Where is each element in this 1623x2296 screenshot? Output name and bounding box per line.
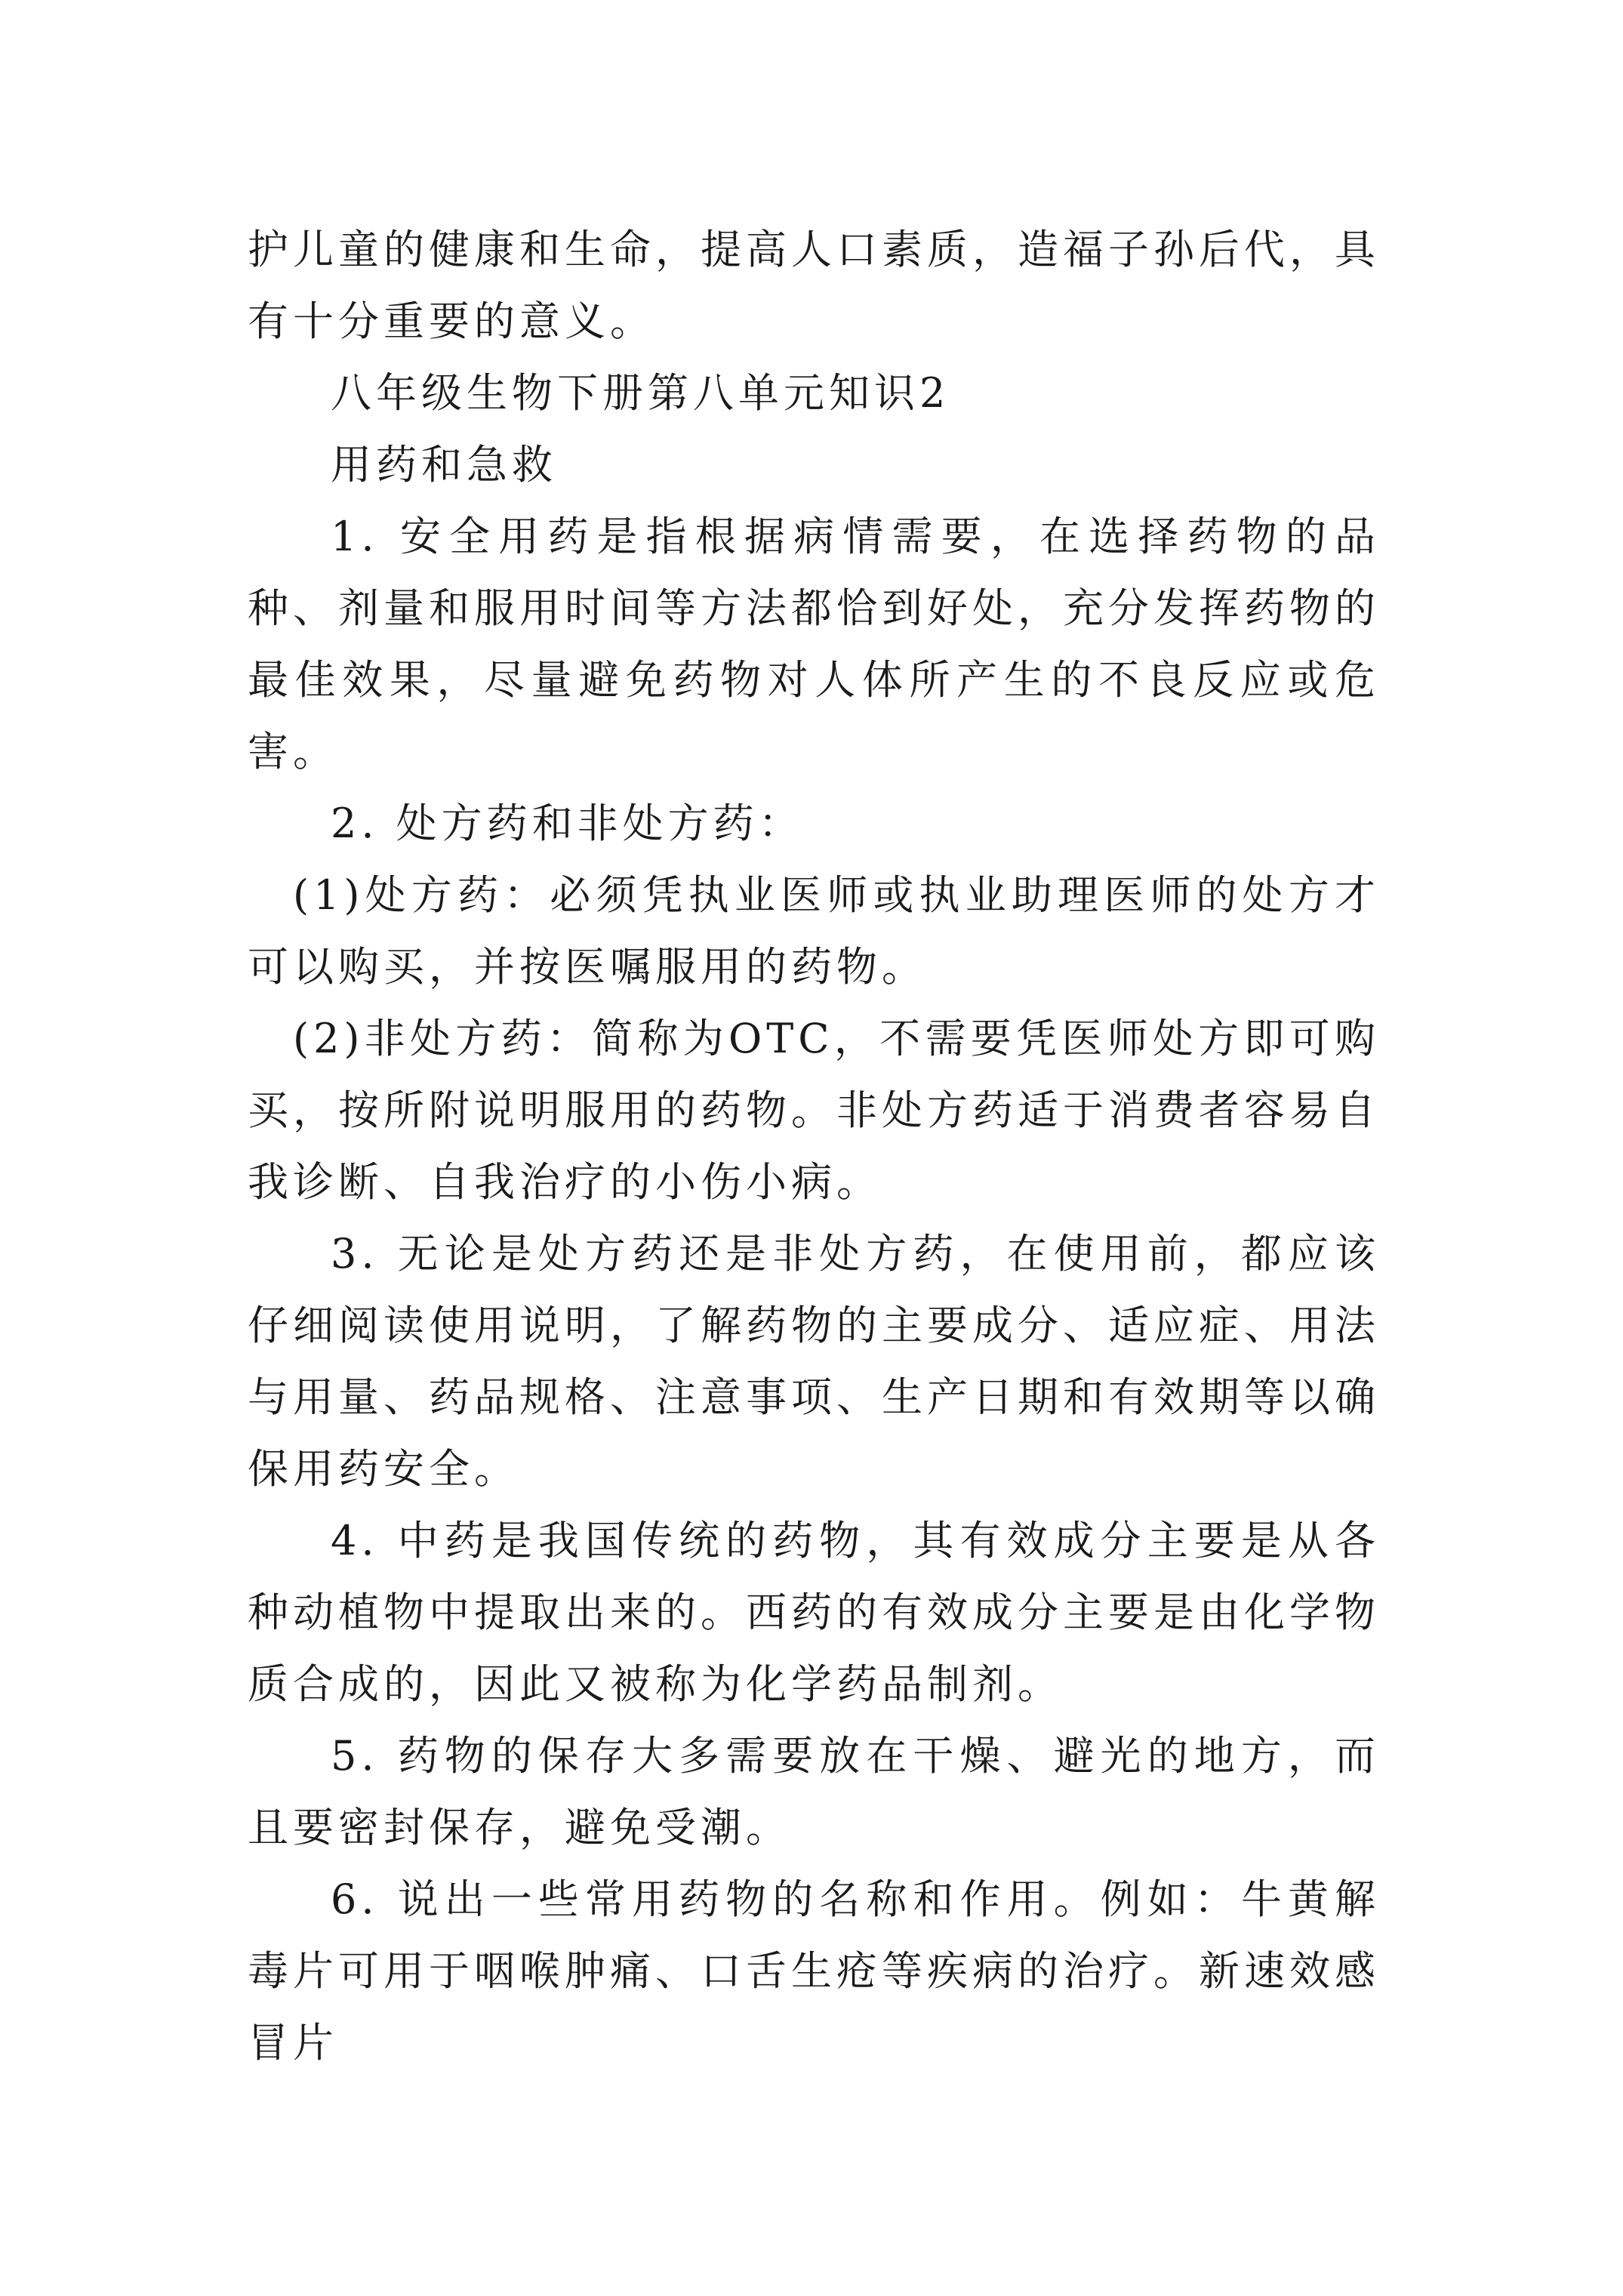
paragraph-item-6: 6. 说出一些常用药物的名称和作用。例如：牛黄解毒片可用于咽喉肿痛、口舌生疮等疾病的治疗。新速效感冒片 [248,1875,1380,2066]
document-body [248,214,1380,2079]
paragraph-continuation: 护儿童的健康和生命，提高人口素质，造福子孙后代，具有十分重要的意义。 [248,226,1380,345]
section-title: 八年级生物下册第八单元知识2 [331,369,950,417]
paragraph-item-3: 3. 无论是处方药还是非处方药，在使用前，都应该仔细阅读使用说明，了解药物的主要成分、适应症、用法与用量、药品规格、注意事项、生产日期和有效期等以确保用药安全。 [248,1230,1380,1493]
paragraph-item-2: 2. 处方药和非处方药： [331,800,804,847]
paragraph-item-4: 4. 中药是我国传统的药物，其有效成分主要是从各种动植物中提取出来的。西药的有效成分主要是由化学物质合成的，因此又被称为化学药品制剂。 [248,1517,1380,1708]
paragraph-item-5: 5. 药物的保存大多需要放在干燥、避光的地方，而且要密封保存，避免受潮。 [248,1732,1380,1851]
paragraph-item-1: 1. 安全用药是指根据病情需要，在选择药物的品种、剂量和服用时间等方法都恰到好处，充分发挥药物的最佳效果，尽量避免药物对人体所产生的不良反应或危害。 [248,513,1380,775]
paragraph-item-2-sub-2: (2)非处方药：简称为OTC，不需要凭医师处方即可购买，按所附说明服用的药物。非处方药适于消费者容易自我诊断、自我治疗的小伤小病。 [248,1015,1380,1206]
paragraph-item-2-sub-1: (1)处方药：必须凭执业医师或执业助理医师的处方才可以购买，并按医嘱服用的药物。 [248,871,1380,991]
section-subtitle: 用药和急救 [331,441,557,488]
